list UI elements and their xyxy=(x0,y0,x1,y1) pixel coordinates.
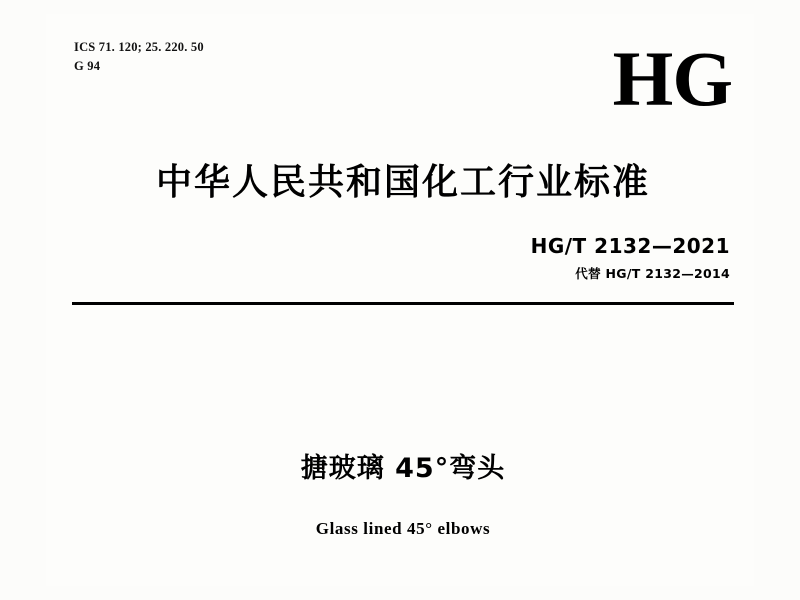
ics-block xyxy=(74,38,204,77)
standard-number-block xyxy=(531,234,730,282)
classification-code: G 94 xyxy=(74,59,101,74)
standard-number: HG/T 2132—2021 xyxy=(530,234,730,258)
document-title-chinese: 搪玻璃 45°弯头 xyxy=(300,453,506,484)
standard-series-title: 中华人民共和国化工行业标准 xyxy=(155,162,650,203)
document-title-english: Glass lined 45° elbows xyxy=(315,519,491,538)
ics-codes: ICS 71. 120; 25. 220. 50 xyxy=(74,40,204,54)
standard-replaces: 代替 HG/T 2132—2014 xyxy=(575,266,730,281)
horizontal-rule xyxy=(72,302,734,305)
cover-sheet xyxy=(46,14,754,586)
issuer-mark: HG xyxy=(612,35,732,122)
